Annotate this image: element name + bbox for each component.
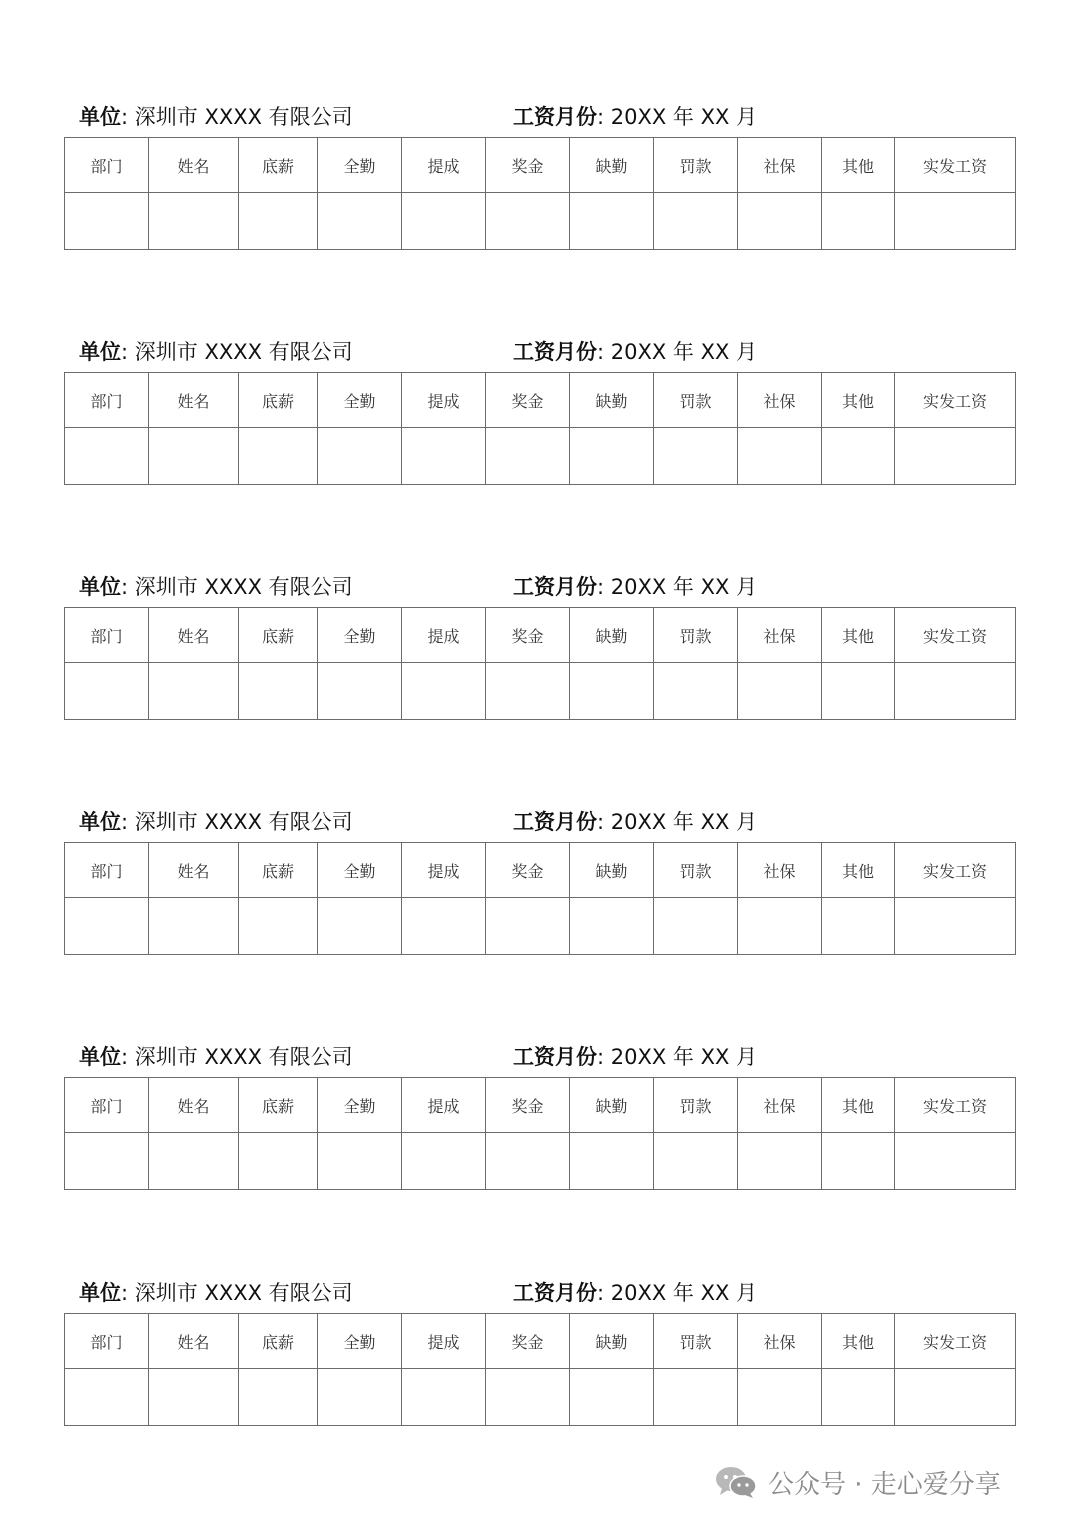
empty-cell (486, 663, 570, 720)
column-header: 全勤 (318, 1314, 402, 1369)
company-value: 深圳市 XXXX 有限公司 (134, 340, 353, 364)
empty-cell (486, 428, 570, 485)
salary-slip (64, 806, 1015, 955)
empty-cell (654, 663, 738, 720)
column-header: 底薪 (239, 1314, 318, 1369)
column-header: 奖金 (486, 138, 570, 193)
slip-header (64, 571, 1015, 607)
salary-slip (64, 571, 1015, 720)
month-line (513, 806, 757, 836)
table-header-row (65, 373, 1016, 428)
empty-cell (149, 193, 239, 250)
empty-cell (239, 1369, 318, 1426)
month-value: 20XX 年 XX 月 (610, 105, 758, 129)
company-line (79, 336, 353, 366)
empty-cell (738, 1133, 822, 1190)
empty-cell (149, 428, 239, 485)
empty-cell (654, 193, 738, 250)
colon: : (597, 340, 605, 364)
column-header: 其他 (822, 843, 895, 898)
column-header: 奖金 (486, 1314, 570, 1369)
empty-cell (738, 1369, 822, 1426)
column-header: 其他 (822, 1078, 895, 1133)
column-header: 底薪 (239, 373, 318, 428)
empty-cell (402, 193, 486, 250)
month-value: 20XX 年 XX 月 (610, 340, 758, 364)
watermark (714, 1462, 1001, 1502)
month-label: 工资月份 (513, 575, 597, 599)
company-value: 深圳市 XXXX 有限公司 (134, 1045, 353, 1069)
month-line (513, 571, 757, 601)
company-line (79, 1277, 353, 1307)
colon: : (597, 810, 605, 834)
company-label: 单位 (79, 575, 121, 599)
month-line (513, 101, 757, 131)
empty-cell (318, 898, 402, 955)
empty-cell (895, 898, 1016, 955)
column-header: 实发工资 (895, 1078, 1016, 1133)
empty-cell (149, 1133, 239, 1190)
watermark-text: 公众号 · 走心爱分享 (768, 1469, 1001, 1500)
empty-cell (65, 193, 149, 250)
column-header: 姓名 (149, 1078, 239, 1133)
column-header: 社保 (738, 843, 822, 898)
column-header: 提成 (402, 608, 486, 663)
empty-cell (402, 663, 486, 720)
company-label: 单位 (79, 1045, 121, 1069)
empty-cell (239, 663, 318, 720)
table-row (65, 193, 1016, 250)
column-header: 社保 (738, 138, 822, 193)
column-header: 实发工资 (895, 1314, 1016, 1369)
company-line (79, 1041, 353, 1071)
column-header: 姓名 (149, 138, 239, 193)
column-header: 罚款 (654, 1078, 738, 1133)
month-label: 工资月份 (513, 1281, 597, 1305)
colon: : (121, 1281, 129, 1305)
salary-slip (64, 101, 1015, 250)
column-header: 缺勤 (570, 843, 654, 898)
company-value: 深圳市 XXXX 有限公司 (134, 1281, 353, 1305)
empty-cell (654, 1133, 738, 1190)
empty-cell (738, 663, 822, 720)
salary-table (64, 372, 1016, 485)
colon: : (597, 105, 605, 129)
column-header: 罚款 (654, 1314, 738, 1369)
column-header: 社保 (738, 608, 822, 663)
month-value: 20XX 年 XX 月 (610, 1281, 758, 1305)
column-header: 姓名 (149, 843, 239, 898)
colon: : (121, 810, 129, 834)
empty-cell (895, 1133, 1016, 1190)
column-header: 全勤 (318, 608, 402, 663)
empty-cell (822, 428, 895, 485)
empty-cell (318, 428, 402, 485)
empty-cell (65, 898, 149, 955)
column-header: 姓名 (149, 1314, 239, 1369)
column-header: 部门 (65, 1314, 149, 1369)
wechat-icon (714, 1464, 758, 1500)
empty-cell (570, 193, 654, 250)
colon: : (121, 1045, 129, 1069)
salary-table (64, 607, 1016, 720)
column-header: 底薪 (239, 1078, 318, 1133)
empty-cell (486, 193, 570, 250)
column-header: 提成 (402, 843, 486, 898)
colon: : (121, 575, 129, 599)
column-header: 缺勤 (570, 138, 654, 193)
column-header: 其他 (822, 1314, 895, 1369)
salary-table (64, 842, 1016, 955)
column-header: 全勤 (318, 138, 402, 193)
empty-cell (738, 193, 822, 250)
empty-cell (239, 1133, 318, 1190)
colon: : (597, 575, 605, 599)
empty-cell (738, 428, 822, 485)
slip-header (64, 1041, 1015, 1077)
column-header: 社保 (738, 373, 822, 428)
empty-cell (570, 898, 654, 955)
column-header: 底薪 (239, 843, 318, 898)
month-line (513, 1277, 757, 1307)
column-header: 实发工资 (895, 373, 1016, 428)
column-header: 其他 (822, 608, 895, 663)
column-header: 罚款 (654, 138, 738, 193)
table-row (65, 898, 1016, 955)
empty-cell (822, 193, 895, 250)
empty-cell (239, 898, 318, 955)
empty-cell (149, 1369, 239, 1426)
column-header: 提成 (402, 1078, 486, 1133)
empty-cell (318, 193, 402, 250)
salary-slip (64, 1277, 1015, 1426)
column-header: 部门 (65, 373, 149, 428)
column-header: 实发工资 (895, 843, 1016, 898)
month-value: 20XX 年 XX 月 (610, 575, 758, 599)
company-label: 单位 (79, 340, 121, 364)
column-header: 实发工资 (895, 138, 1016, 193)
company-label: 单位 (79, 810, 121, 834)
table-header-row (65, 1314, 1016, 1369)
empty-cell (895, 428, 1016, 485)
column-header: 部门 (65, 608, 149, 663)
empty-cell (149, 663, 239, 720)
table-row (65, 428, 1016, 485)
column-header: 缺勤 (570, 608, 654, 663)
empty-cell (402, 1369, 486, 1426)
column-header: 全勤 (318, 373, 402, 428)
slip-header (64, 806, 1015, 842)
month-label: 工资月份 (513, 810, 597, 834)
column-header: 其他 (822, 373, 895, 428)
empty-cell (486, 1133, 570, 1190)
empty-cell (895, 1369, 1016, 1426)
empty-cell (65, 663, 149, 720)
empty-cell (65, 428, 149, 485)
empty-cell (822, 898, 895, 955)
slip-header (64, 101, 1015, 137)
company-value: 深圳市 XXXX 有限公司 (134, 575, 353, 599)
column-header: 全勤 (318, 843, 402, 898)
column-header: 社保 (738, 1078, 822, 1133)
empty-cell (822, 663, 895, 720)
empty-cell (822, 1133, 895, 1190)
column-header: 提成 (402, 1314, 486, 1369)
column-header: 缺勤 (570, 1078, 654, 1133)
month-line (513, 1041, 757, 1071)
table-row (65, 1369, 1016, 1426)
column-header: 部门 (65, 1078, 149, 1133)
month-label: 工资月份 (513, 105, 597, 129)
colon: : (121, 105, 129, 129)
table-header-row (65, 608, 1016, 663)
column-header: 罚款 (654, 373, 738, 428)
empty-cell (654, 898, 738, 955)
table-header-row (65, 843, 1016, 898)
slip-header (64, 1277, 1015, 1313)
empty-cell (486, 1369, 570, 1426)
month-line (513, 336, 757, 366)
company-label: 单位 (79, 105, 121, 129)
month-value: 20XX 年 XX 月 (610, 1045, 758, 1069)
column-header: 部门 (65, 843, 149, 898)
column-header: 奖金 (486, 1078, 570, 1133)
colon: : (597, 1281, 605, 1305)
colon: : (121, 340, 129, 364)
empty-cell (654, 1369, 738, 1426)
column-header: 奖金 (486, 608, 570, 663)
column-header: 提成 (402, 373, 486, 428)
empty-cell (570, 1369, 654, 1426)
empty-cell (570, 1133, 654, 1190)
table-row (65, 1133, 1016, 1190)
company-label: 单位 (79, 1281, 121, 1305)
empty-cell (239, 193, 318, 250)
month-label: 工资月份 (513, 340, 597, 364)
empty-cell (402, 428, 486, 485)
empty-cell (570, 663, 654, 720)
column-header: 罚款 (654, 608, 738, 663)
column-header: 奖金 (486, 373, 570, 428)
empty-cell (318, 663, 402, 720)
empty-cell (738, 898, 822, 955)
empty-cell (486, 898, 570, 955)
company-line (79, 806, 353, 836)
column-header: 实发工资 (895, 608, 1016, 663)
column-header: 奖金 (486, 843, 570, 898)
column-header: 提成 (402, 138, 486, 193)
column-header: 缺勤 (570, 1314, 654, 1369)
empty-cell (402, 1133, 486, 1190)
empty-cell (318, 1369, 402, 1426)
table-header-row (65, 138, 1016, 193)
empty-cell (149, 898, 239, 955)
salary-slip (64, 336, 1015, 485)
column-header: 姓名 (149, 608, 239, 663)
empty-cell (895, 663, 1016, 720)
company-line (79, 101, 353, 131)
column-header: 罚款 (654, 843, 738, 898)
empty-cell (822, 1369, 895, 1426)
empty-cell (654, 428, 738, 485)
month-value: 20XX 年 XX 月 (610, 810, 758, 834)
empty-cell (239, 428, 318, 485)
empty-cell (318, 1133, 402, 1190)
company-value: 深圳市 XXXX 有限公司 (134, 810, 353, 834)
slip-header (64, 336, 1015, 372)
salary-table (64, 137, 1016, 250)
empty-cell (65, 1369, 149, 1426)
column-header: 底薪 (239, 608, 318, 663)
table-row (65, 663, 1016, 720)
empty-cell (570, 428, 654, 485)
column-header: 社保 (738, 1314, 822, 1369)
column-header: 全勤 (318, 1078, 402, 1133)
month-label: 工资月份 (513, 1045, 597, 1069)
colon: : (597, 1045, 605, 1069)
column-header: 缺勤 (570, 373, 654, 428)
empty-cell (402, 898, 486, 955)
company-value: 深圳市 XXXX 有限公司 (134, 105, 353, 129)
column-header: 其他 (822, 138, 895, 193)
empty-cell (895, 193, 1016, 250)
company-line (79, 571, 353, 601)
salary-table (64, 1313, 1016, 1426)
column-header: 姓名 (149, 373, 239, 428)
salary-slip (64, 1041, 1015, 1190)
table-header-row (65, 1078, 1016, 1133)
empty-cell (65, 1133, 149, 1190)
salary-table (64, 1077, 1016, 1190)
column-header: 部门 (65, 138, 149, 193)
column-header: 底薪 (239, 138, 318, 193)
